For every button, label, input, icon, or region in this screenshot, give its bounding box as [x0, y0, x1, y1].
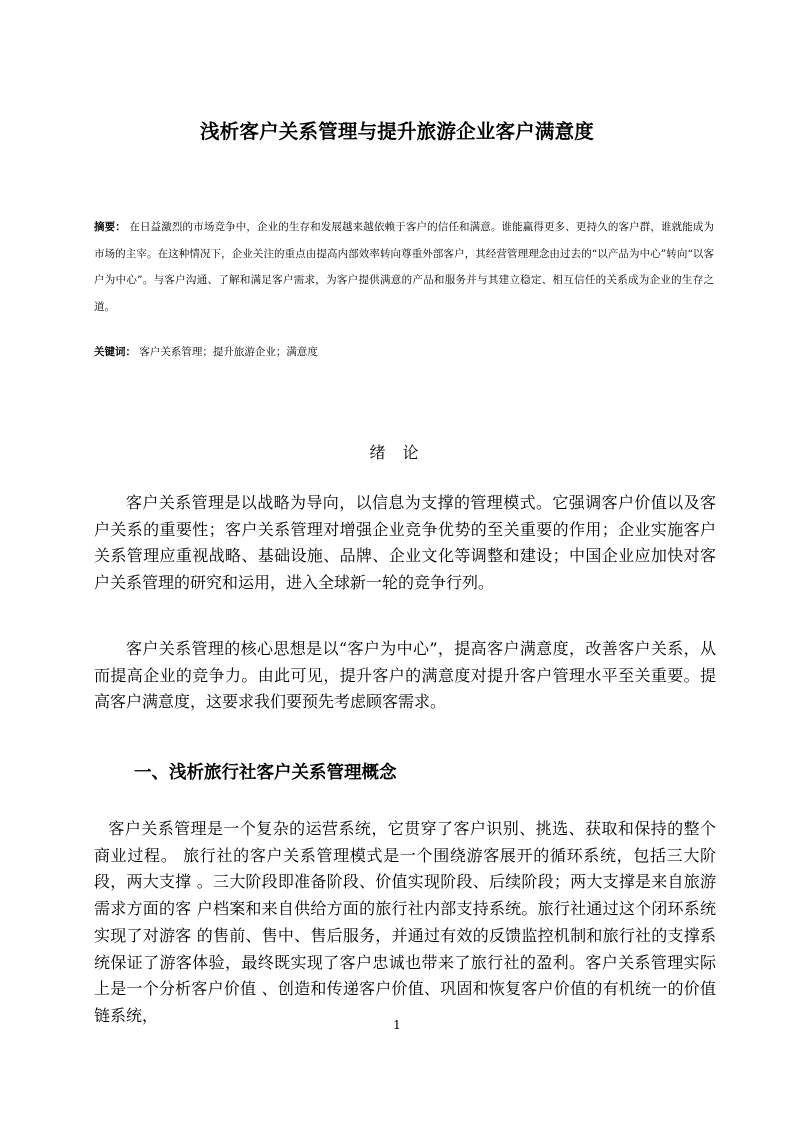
keywords: [94, 344, 318, 359]
abstract-text: 在日益激烈的市场竞争中，企业的生存和发展越来越依赖于客户的信任和满意。谁能赢得更多、更持久的客户群，谁就能成为市场的主宰。在这种情况下，企业关注的重点由提高内部效率转向尊重外部客户，其经营管理理念由过去的“以产品为中心”转向“以客户为中心”。与客户沟通、了解和满足客户需求，为客户提供满意的产品和服务并与其建立稳定、相互信任的关系成为企业的生存之道。: [94, 221, 715, 314]
intro-paragraph-2: 客户关系管理的核心思想是以“客户为中心”，提高客户满意度，改善客户关系，从而提高企业的竞争力。由此可见，提升客户的满意度对提升客户管理水平至关重要。提高客户满意度，这要求我们要预先考虑顾客需求。: [94, 639, 716, 712]
keywords-label: 关键词：: [94, 346, 136, 358]
intro-paragraph-1: 客户关系管理是以战略为导向，以信息为支撑的管理模式。它强调客户价值以及客户关系的重要性；客户关系管理对增强企业竞争优势的至关重要的作用；企业实施客户关系管理应重视战略、基础设施、品牌、企业文化等调整和建设；中国企业应加快对客户关系管理的研究和运用，进入全球新一轮的竞争行列。: [94, 493, 716, 593]
section-paragraph: 客户关系管理是一个复杂的运营系统，它贯穿了客户识别、挑选、获取和保持的整个商业过程。 旅行社的客户关系管理模式是一个围绕游客展开的循环系统，包括三大阶段，两大支撑 。三大阶段即准备阶段、价值实现阶段、后续阶段；两大支撑是来自旅游需求方面的客 户档案和来自供给方面的旅行社内部支持系统。旅行社通过这个闭环系统实现了对游客 的售前、售中、售后服务，并通过有效的反馈监控机制和旅行社的支撑系统保证了游客体验，最终既实现了客户忠诚也带来了旅行社的盈利。客户关系管理实际上是一个分析客户价值 、创造和传递客户价值、巩固和恢复客户价值的有机统一的价值链系统，: [94, 819, 716, 1025]
intro-heading: 绪 论: [369, 443, 425, 462]
section-heading: 一、浅析旅行社客户关系管理概念: [134, 763, 397, 783]
abstract-label: 摘要：: [94, 221, 126, 233]
abstract: [94, 214, 714, 321]
document-title: 浅析客户关系管理与提升旅游企业客户满意度: [199, 120, 594, 143]
keywords-text: 客户关系管理；提升旅游企业；满意度: [139, 346, 318, 358]
page-number: 1: [393, 1018, 401, 1032]
